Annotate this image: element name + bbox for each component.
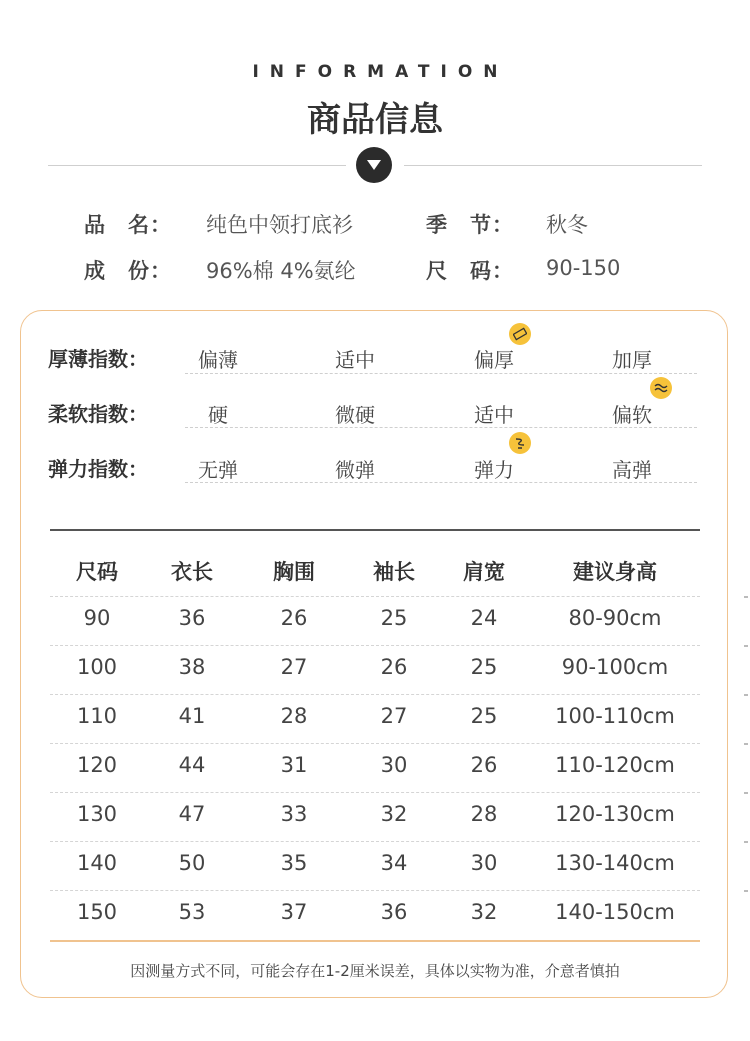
table-header-shoulder: 肩宽 xyxy=(463,560,505,584)
info-label-size: 尺 码： xyxy=(426,259,514,283)
info-value-material: 96%棉 4%氨纶 xyxy=(206,259,356,283)
info-value-size: 90-150 xyxy=(546,256,621,280)
elasticity-option: 无弹 xyxy=(198,458,238,482)
softness-option-selected: 偏软 xyxy=(612,403,652,427)
cell-length: 38 xyxy=(178,655,206,679)
cell-size: 120 xyxy=(76,753,118,777)
table-row-divider xyxy=(50,596,700,597)
cell-shoulder: 30 xyxy=(470,851,498,875)
cell-length: 50 xyxy=(178,851,206,875)
cell-size: 150 xyxy=(76,900,118,924)
cell-chest: 27 xyxy=(280,655,308,679)
measurement-note: 因测量方式不同，可能会存在1-2厘米误差，具体以实物为准，介意者慎拍 xyxy=(130,962,620,980)
elasticity-index-label: 弹力指数： xyxy=(48,457,148,481)
cell-chest: 35 xyxy=(280,851,308,875)
info-label-name: 品 名： xyxy=(84,213,172,237)
edge-mark xyxy=(744,743,748,745)
cell-height: 140-150cm xyxy=(555,900,675,924)
table-row-divider xyxy=(50,743,700,744)
cell-shoulder: 26 xyxy=(470,753,498,777)
cell-chest: 37 xyxy=(280,900,308,924)
divider-line-left xyxy=(48,165,346,166)
cell-sleeve: 27 xyxy=(380,704,408,728)
thickness-option-selected: 偏厚 xyxy=(474,348,514,372)
table-row-divider xyxy=(50,890,700,891)
cell-length: 41 xyxy=(178,704,206,728)
cell-size: 100 xyxy=(76,655,118,679)
thickness-option: 加厚 xyxy=(612,348,652,372)
thickness-option: 适中 xyxy=(335,348,375,372)
thickness-option: 偏薄 xyxy=(198,348,238,372)
cell-chest: 31 xyxy=(280,753,308,777)
cell-shoulder: 24 xyxy=(470,606,498,630)
table-row-divider xyxy=(50,694,700,695)
index-divider xyxy=(185,482,697,483)
cell-size: 130 xyxy=(76,802,118,826)
cell-sleeve: 34 xyxy=(380,851,408,875)
elasticity-option: 微弹 xyxy=(335,458,375,482)
section-title: 商品信息 xyxy=(307,100,443,140)
cell-height: 90-100cm xyxy=(561,655,669,679)
table-top-rule xyxy=(50,529,700,531)
cell-length: 44 xyxy=(178,753,206,777)
elasticity-option-selected: 弹力 xyxy=(474,458,514,482)
cell-length: 36 xyxy=(178,606,206,630)
cell-height: 100-110cm xyxy=(555,704,675,728)
cell-height: 110-120cm xyxy=(555,753,675,777)
table-row-divider xyxy=(50,645,700,646)
cell-sleeve: 26 xyxy=(380,655,408,679)
cell-size: 110 xyxy=(76,704,118,728)
table-row-divider xyxy=(50,841,700,842)
divider-line-right xyxy=(404,165,702,166)
cell-sleeve: 25 xyxy=(380,606,408,630)
cell-height: 130-140cm xyxy=(555,851,675,875)
softness-option: 硬 xyxy=(208,403,228,427)
elasticity-option: 高弹 xyxy=(612,458,652,482)
edge-mark xyxy=(744,596,748,598)
softness-option: 微硬 xyxy=(335,403,375,427)
cell-shoulder: 25 xyxy=(470,704,498,728)
edge-mark xyxy=(744,890,748,892)
cell-shoulder: 32 xyxy=(470,900,498,924)
cell-size: 90 xyxy=(83,606,111,630)
cell-length: 53 xyxy=(178,900,206,924)
edge-mark xyxy=(744,792,748,794)
table-row-divider xyxy=(50,792,700,793)
info-label-season: 季 节： xyxy=(426,213,514,237)
table-bottom-rule xyxy=(50,940,700,942)
table-header-chest: 胸围 xyxy=(273,560,315,584)
table-header-sleeve: 袖长 xyxy=(373,560,415,584)
cell-chest: 26 xyxy=(280,606,308,630)
edge-mark xyxy=(744,841,748,843)
cell-length: 47 xyxy=(178,802,206,826)
chevron-down-icon xyxy=(356,147,392,183)
cell-sleeve: 30 xyxy=(380,753,408,777)
cell-shoulder: 25 xyxy=(470,655,498,679)
cell-height: 80-90cm xyxy=(568,606,662,630)
cell-sleeve: 32 xyxy=(380,802,408,826)
index-divider xyxy=(185,373,697,374)
table-header-size: 尺码 xyxy=(76,560,118,584)
info-value-name: 纯色中领打底衫 xyxy=(206,213,353,237)
cell-chest: 28 xyxy=(280,704,308,728)
info-label-material: 成 份： xyxy=(84,259,172,283)
edge-mark xyxy=(744,694,748,696)
table-header-length: 衣长 xyxy=(171,560,213,584)
info-value-season: 秋冬 xyxy=(546,213,588,237)
index-divider xyxy=(185,427,697,428)
cell-height: 120-130cm xyxy=(555,802,675,826)
cell-shoulder: 28 xyxy=(470,802,498,826)
cell-chest: 33 xyxy=(280,802,308,826)
cell-sleeve: 36 xyxy=(380,900,408,924)
wave-icon xyxy=(650,377,672,399)
softness-index-label: 柔软指数： xyxy=(48,402,148,426)
edge-mark xyxy=(744,645,748,647)
table-header-height: 建议身高 xyxy=(573,560,657,584)
spring-icon xyxy=(509,432,531,454)
thickness-index-label: 厚薄指数： xyxy=(48,347,148,371)
section-eyebrow: INFORMATION xyxy=(252,62,509,82)
cell-size: 140 xyxy=(76,851,118,875)
softness-option: 适中 xyxy=(474,403,514,427)
ruler-icon xyxy=(509,323,531,345)
